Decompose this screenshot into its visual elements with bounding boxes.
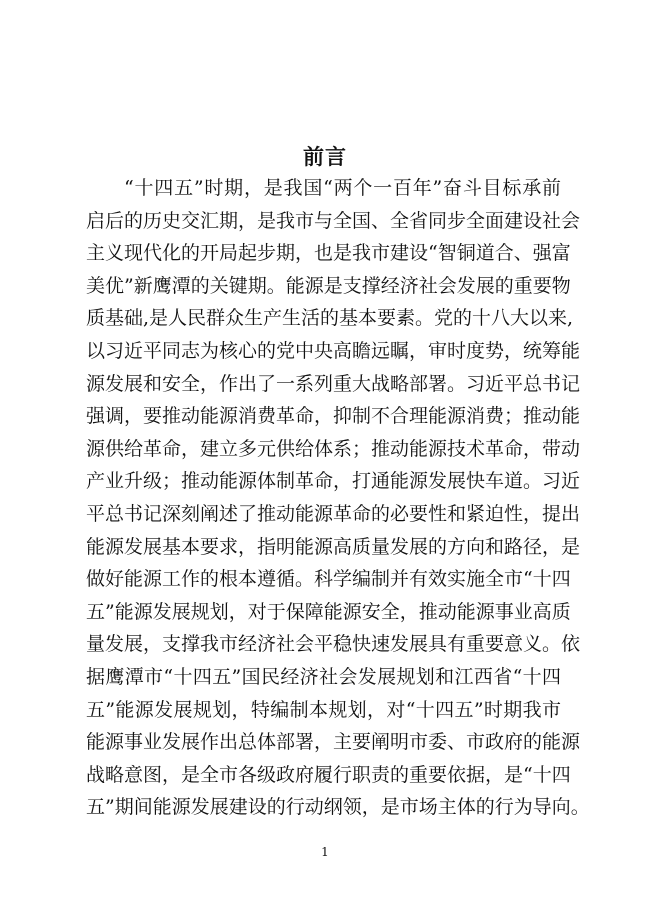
paragraph-line: 源发展和安全，作出了一系列重大战略部署。习近平总书记 — [86, 372, 581, 395]
paragraph-line: 产业升级；推动能源体制革命，打通能源发展快车道。习近 — [86, 470, 581, 493]
paragraph-line: 做好能源工作的根本遵循。科学编制并有效实施全市“十四 — [86, 568, 571, 591]
paragraph-line: 主义现代化的开局起步期，也是我市建设“智铜道合、强富 — [86, 242, 571, 265]
paragraph-line: 以习近平同志为核心的党中央高瞻远瞩，审时度势，统筹能 — [86, 339, 581, 362]
paragraph-line: “十四五”时期，是我国“两个一百年”奋斗目标承前 — [124, 177, 561, 199]
paragraph-line: 强调，要推动能源消费革命，抑制不合理能源消费；推动能 — [86, 405, 581, 428]
paragraph-line: 平总书记深刻阐述了推动能源革命的必要性和紧迫性，提出 — [86, 502, 581, 525]
preface-paragraph — [86, 172, 590, 824]
paragraph-line: 质基础,是人民群众生产生活的基本要素。党的十八大以来, — [86, 307, 574, 330]
paragraph-line: 美优”新鹰潭的关键期。能源是支撑经济社会发展的重要物 — [86, 274, 571, 297]
paragraph-line: 能源发展基本要求，指明能源高质量发展的方向和路径，是 — [86, 535, 581, 558]
paragraph-line: 量发展，支撑我市经济社会平稳快速发展具有重要意义。依 — [86, 633, 581, 656]
paragraph-line: 五”能源发展规划，特编制本规划，对“十四五”时期我市 — [86, 698, 561, 721]
paragraph-line: 五”期间能源发展建设的行动纲领，是市场主体的行为导向。 — [86, 796, 590, 819]
paragraph-line: 五”能源发展规划，对于保障能源安全，推动能源事业高质 — [86, 600, 571, 623]
paragraph-line: 战略意图，是全市各级政府履行职责的重要依据，是“十四 — [86, 763, 571, 786]
paragraph-line: 据鹰潭市“十四五”国民经济社会发展规划和江西省“十四 — [86, 665, 561, 688]
paragraph-line: 能源事业发展作出总体部署，主要阐明市委、市政府的能源 — [86, 731, 581, 754]
page-number: 1 — [321, 845, 329, 859]
page-title: 前言 — [303, 145, 347, 169]
paragraph-line: 源供给革命，建立多元供给体系；推动能源技术革命，带动 — [86, 437, 581, 460]
paragraph-line: 启后的历史交汇期，是我市与全国、全省同步全面建设社会 — [86, 209, 581, 232]
